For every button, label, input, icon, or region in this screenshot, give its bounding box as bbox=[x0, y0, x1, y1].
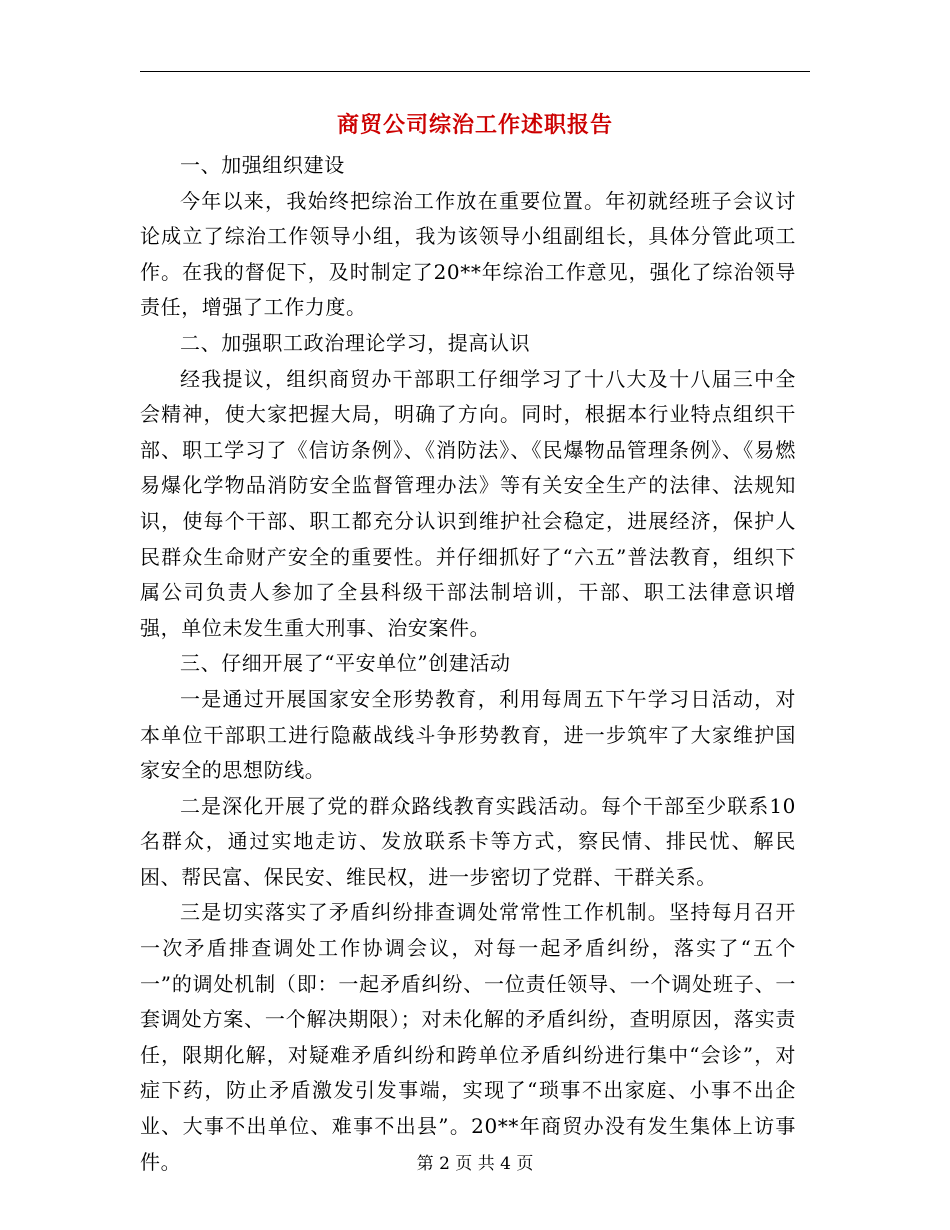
body-paragraph: 三是切实落实了矛盾纠纷排查调处常常性工作机制。坚持每月召开一次矛盾排查调处工作协调会议，对每一起矛盾纠纷，落实了“五个一”的调处机制（即：一起矛盾纠纷、一位责任领导、一个调处班子、一套调处方案、一个解决期限）；对未化解的矛盾纠纷，查明原因，落实责任，限期化解，对疑难矛盾纠纷和跨单位矛盾纠纷进行集中“会诊”，对症下药，防止矛盾激发引发事端，实现了“琐事不出家庭、小事不出企业、大事不出单位、难事不出县”。20**年商贸办没有发生集体上访事件。 bbox=[140, 900, 796, 1174]
body-paragraph: 今年以来，我始终把综治工作放在重要位置。年初就经班子会议讨论成立了综治工作领导小组，我为该领导小组副组长，具体分管此项工作。在我的督促下，及时制定了20**年综治工作意见，强化了综治领导责任，增强了工作力度。 bbox=[140, 188, 796, 320]
document-body bbox=[140, 148, 796, 1180]
header-rule bbox=[140, 71, 810, 72]
section-heading-1: 一、加强组织建设 bbox=[180, 153, 345, 177]
section-heading-2: 二、加强职工政治理论学习，提高认识 bbox=[180, 330, 531, 355]
body-paragraph: 经我提议，组织商贸办干部职工仔细学习了十八大及十八届三中全会精神，使大家把握大局，明确了方向。同时，根据本行业特点组织干部、职工学习了《信访条例》、《消防法》、《民爆物品管理条例》、《易燃易爆化学物品消防安全监督管理办法》等有关安全生产的法律、法规知识，使每个干部、职工都充分认识到维护社会稳定，进展经济，保护人民群众生命财产安全的重要性。并仔细抓好了“六五”普法教育，组织下属公司负责人参加了全县科级干部法制培训，干部、职工法律意识增强，单位未发生重大刑事、治安案件。 bbox=[140, 366, 796, 640]
document-title: 商贸公司综治工作述职报告 bbox=[336, 112, 613, 138]
page-number: 第 2 页 共 4 页 bbox=[416, 1154, 534, 1174]
body-paragraph: 一是通过开展国家安全形势教育，利用每周五下午学习日活动，对本单位干部职工进行隐蔽战线斗争形势教育，进一步筑牢了大家维护国家安全的思想防线。 bbox=[140, 686, 796, 783]
section-heading-3: 三、仔细开展了“平安单位”创建活动 bbox=[180, 651, 511, 676]
body-paragraph: 二是深化开展了党的群众路线教育实践活动。每个干部至少联系10名群众，通过实地走访、发放联系卡等方式，察民情、排民忧、解民困、帮民富、保民安、维民权，进一步密切了党群、干群关系。 bbox=[140, 793, 796, 889]
page-footer bbox=[140, 1152, 810, 1176]
